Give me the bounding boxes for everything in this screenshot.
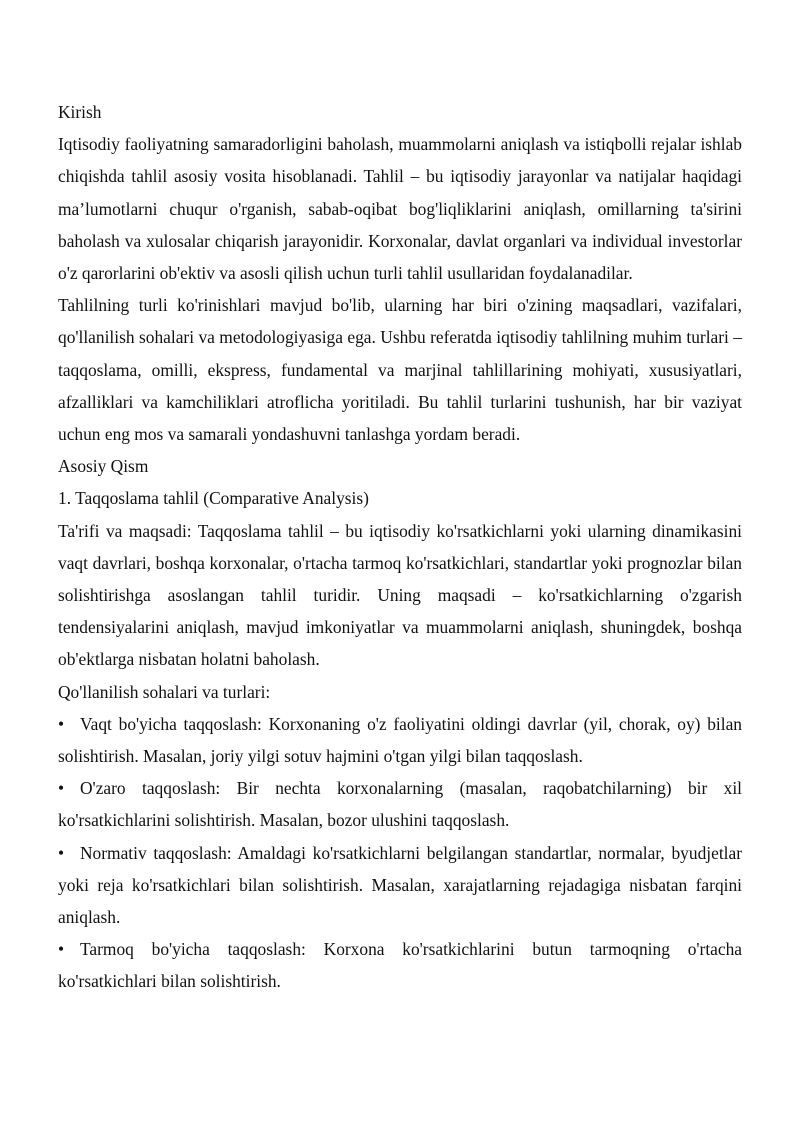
list-item — [58, 772, 742, 836]
intro-heading: Kirish — [58, 102, 102, 122]
bullet-icon: • — [58, 778, 65, 799]
list-item — [58, 933, 742, 997]
bullet-icon: • — [58, 842, 65, 863]
document-page — [58, 96, 742, 998]
list-item-text: Normativ taqqoslash: Amaldagi ko'rsatkichlarni belgilangan standartlar, normalar, byudjetlar yoki reja ko'rsatkichlari bilan solishtirish. Masalan, xarajatlarning rejadagiga nisbatan farqini aniqlash. — [58, 842, 742, 928]
section-1-title: 1. Taqqoslama tahlil (Comparative Analysis) — [58, 488, 369, 509]
list-item — [58, 708, 742, 772]
list-item-text: Tarmoq bo'yicha taqqoslash: Korxona ko'rsatkichlarini butun tarmoqning o'rtacha ko'rsatkichlari bilan solishtirish. — [58, 939, 742, 992]
intro-paragraph-1: Iqtisodiy faoliyatning samaradorligini baholash, muammolarni aniqlash va istiqbolli rejalar ishlab chiqishda tahlil asosiy vosita hisoblanadi. Tahlil – bu iqtisodiy jarayonlar va natijalar haqidagi ma’lumotlarni chuqur o'rganish, sabab-oqibat bog'liqliklarini aniqlash, omillarning ta'sirini baholash va xulosalar chiqarish jarayonidir. Korxonalar, davlat organlari va individual investorlar o'z qarorlarini ob'ektiv va asosli qilish uchun turli tahlil usullaridan foydalanadilar. — [58, 134, 742, 284]
list-item-text: O'zaro taqqoslash: Bir nechta korxonalarning (masalan, raqobatchilarning) bir xil ko'rsatkichlarini solishtirish. Masalan, bozor ulushini taqqoslash. — [58, 778, 742, 831]
list-item — [58, 837, 742, 934]
section-1-types-label: Qo'llanilish sohalari va turlari: — [58, 681, 271, 702]
section-1-definition: Ta'rifi va maqsadi: Taqqoslama tahlil – bu iqtisodiy ko'rsatkichlarni yoki ularning dinamikasini vaqt davrlari, boshqa korxonalar, o'rtacha tarmoq ko'rsatkichlari, standartlar yoki prognozlar bilan solishtirishga asoslangan tahlil turidir. Uning maqsadi – ko'rsatkichlarning o'zgarish tendensiyalarini aniqlash, mavjud imkoniyatlar va muammolarni aniqlash, shuningdek, boshqa ob'ektlarga nisbatan holatni baholash. — [58, 520, 742, 670]
bullet-icon: • — [58, 713, 65, 734]
intro-paragraph-2: Tahlilning turli ko'rinishlari mavjud bo'lib, ularning har biri o'zining maqsadlari, vazifalari, qo'llanilish sohalari va metodologiyasiga ega. Ushbu referatda iqtisodiy tahlilning muhim turlari – taqqoslama, omilli, ekspress, fundamental va marjinal tahlillarining mohiyati, xususiyatlari, afzalliklari va kamchiliklari atroflicha yoritiladi. Bu tahlil turlarini tushunish, har bir vaziyat uchun eng mos va samarali yondashuvni tanlashga yordam beradi. — [58, 295, 742, 445]
main-heading: Asosiy Qism — [58, 456, 149, 477]
bullet-icon: • — [58, 939, 65, 960]
list-item-text: Vaqt bo'yicha taqqoslash: Korxonaning o'z faoliyatini oldingi davrlar (yil, chorak, oy) bilan solishtirish. Masalan, joriy yilgi sotuv hajmini o'tgan yilgi bilan taqqoslash. — [58, 713, 742, 767]
